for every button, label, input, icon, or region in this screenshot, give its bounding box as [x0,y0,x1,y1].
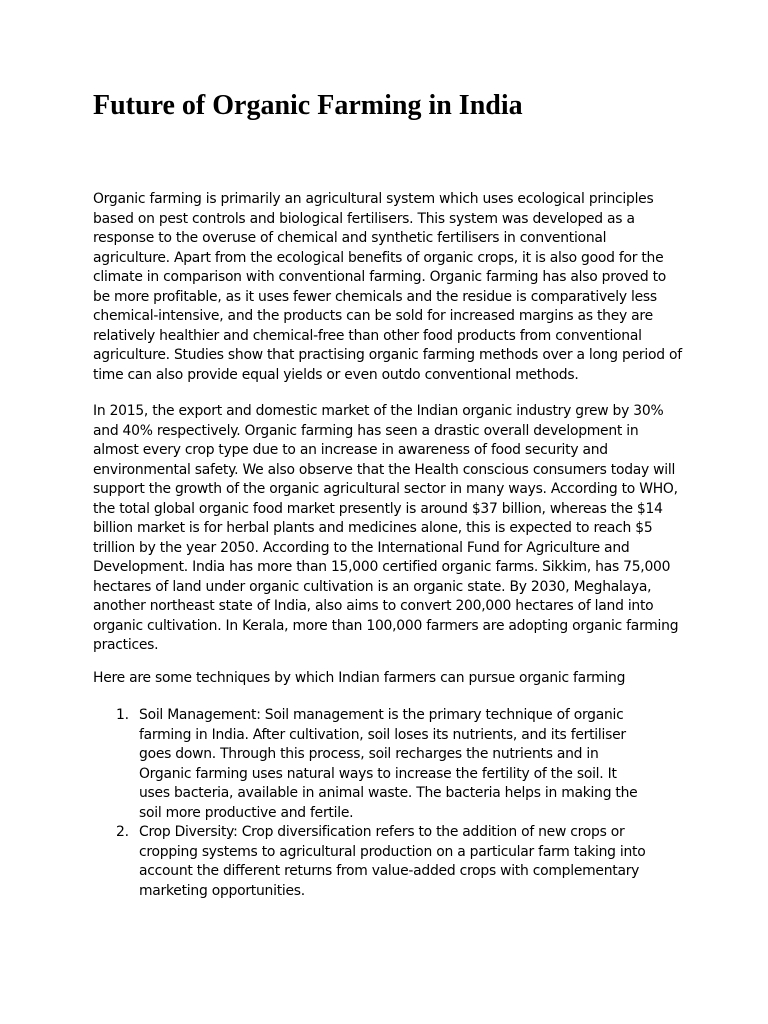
page-title: Future of Organic Farming in India [93,90,523,121]
list-item-number: 2. [116,824,129,840]
list-item [93,706,683,823]
list-item [93,823,683,901]
techniques-list [93,706,683,901]
list-item-text: Soil Management: Soil management is the primary technique of organic farming in India. After cultivation, soil loses its nutrients, and its fertiliser goes down. Through this process, soil recharges the nutrients and in Organic farming uses natural ways to increase the fertility of the soil. It uses bacteria, available in animal waste. The bacteria helps in making the soil more productive and fertile. [139,707,638,821]
paragraph-market: In 2015, the export and domestic market of the Indian organic industry grew by 30% and 40% respectively. Organic farming has seen a drastic overall development in almost every crop type due to an increase in awareness of food security and environmental safety. We also observe that the Health conscious consumers today will support the growth of the organic agricultural sector in many ways. According to WHO, the total global organic food market presently is around $37 billion, whereas the $14 billion market is for herbal plants and medicines alone, this is expected to reach $5 trillion by the year 2050. According to the International Fund for Agriculture and Development. India has more than 15,000 certified organic farms. Sikkim, has 75,000 hectares of land under organic cultivation is an organic state. By 2030, Meghalaya, another northeast state of India, also aims to convert 200,000 hectares of land into organic cultivation. In Kerala, more than 100,000 farmers are adopting organic farming practices. [93,403,679,653]
list-item-text: Crop Diversity: Crop diversification refers to the addition of new crops or cropping systems to agricultural production on a particular farm taking into account the different returns from value-added crops with complementary marketing opportunities. [139,824,646,899]
paragraph-techniques-intro: Here are some techniques by which Indian farmers can pursue organic farming [93,670,626,686]
list-item-number: 1. [116,707,129,723]
paragraph-intro: Organic farming is primarily an agricultural system which uses ecological principles based on pest controls and biological fertilisers. This system was developed as a response to the overuse of chemical and synthetic fertilisers in conventional agriculture. Apart from the ecological benefits of organic crops, it is also good for the climate in comparison with conventional farming. Organic farming has also proved to be more profitable, as it uses fewer chemicals and the residue is comparatively less chemical-intensive, and the products can be sold for increased margins as they are relatively healthier and chemical-free than other food products from conventional agriculture. Studies show that practising organic farming methods over a long period of time can also provide equal yields or even outdo conventional methods. [93,191,682,383]
